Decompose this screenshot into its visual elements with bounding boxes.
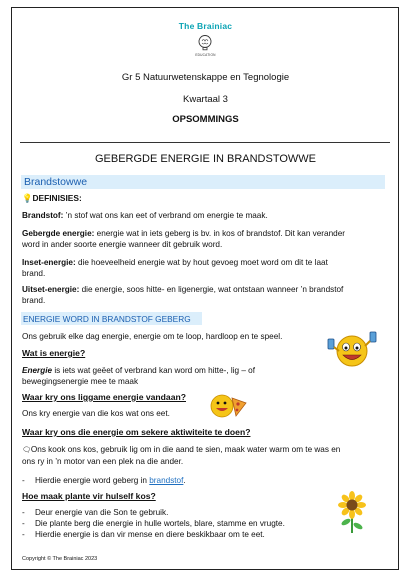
header-type: OPSOMMINGS — [172, 114, 239, 125]
header-term: Kwartaal 3 — [183, 94, 228, 105]
bullet-brandstof: Hierdie energie word geberg in brandstof. — [35, 476, 186, 485]
definition-uitset-energie: Uitset-energie: die energie, soos hitte- en ligenergie, wat ontstaan wanneer ’n brandstof brand. — [22, 285, 344, 305]
page-title: GEBERGDE ENERGIE IN BRANDSTOWWE — [94, 153, 317, 165]
brandstof-link[interactable]: brandstof — [149, 476, 184, 485]
copyright-footer: Copyright © The Brainiac 2023 — [22, 556, 98, 562]
definition-brandstof: Brandstof: ’n stof wat ons kan eet of verbrand om energie te maak. — [22, 211, 268, 220]
bullet-plante-berg: Die plante berg die energie in hulle wortels, blare, stamme en vrugte. — [35, 519, 285, 528]
bullet-marker: - — [22, 476, 25, 485]
bullet-beskikbaar: Hierdie energie is dan vir mense en diere beskikbaar om te eet. — [35, 530, 265, 539]
section-heading-brandstowwe: Brandstowwe — [24, 176, 88, 188]
definition-inset-energie: Inset-energie: die hoeveelheid energie wat by hout gevoeg moet word om dit te laat brand. — [22, 258, 328, 278]
answer-aktiwiteite: 🗨Ons kook ons kos, gebruik lig om in die aand te sien, maak water warm om te was en ons ry in ’n motor van een plek na die ander. — [22, 445, 341, 466]
definitions-heading: 💡DEFINISIES: — [22, 193, 82, 203]
brand-name: The Brainiac — [178, 21, 233, 31]
bullet-marker: - — [22, 519, 25, 528]
speech-bubble-icon: 🗨 — [22, 447, 31, 454]
question-aktiwiteite: Waar kry ons die energie om sekere aktiwiteite te doen? — [22, 427, 251, 437]
answer-wat-is-energie: Energie is iets wat geëet of verbrand kan word om hitte-, lig – of bewegingsenergie mee te maak — [22, 366, 256, 386]
question-plante-kos: Hoe maak plante vir hulself kos? — [22, 491, 156, 501]
smiley-pizza-icon — [208, 392, 248, 420]
bullet-marker: - — [22, 530, 25, 539]
brain-bulb-logo-icon — [196, 34, 214, 52]
brand-subtitle: EDUCATION — [195, 53, 216, 57]
lightbulb-icon: 💡 — [22, 193, 33, 203]
section-heading-energie-geberg: ENERGIE WORD IN BRANDSTOF GEBERG — [23, 314, 191, 324]
question-wat-is-energie: Wat is energie? — [22, 348, 86, 358]
header-grade: Gr 5 Natuurwetenskappe en Tegnologie — [121, 72, 290, 83]
intro-text: Ons gebruik elke dag energie, energie om te loop, hardloop en te speel. — [22, 332, 283, 341]
energetic-smiley-icon — [326, 329, 378, 371]
definition-gebergde-energie: Gebergde energie: energie wat in iets geberg is bv. in kos of brandstof. Dit kan verander word in ander soorte energie wanneer dit gebruik word. — [22, 229, 345, 249]
bullet-son: Deur energie van die Son te gebruik. — [35, 508, 169, 517]
bullet-marker: - — [22, 508, 25, 517]
divider — [20, 142, 390, 143]
question-liggame-energie: Waar kry ons liggame energie vandaan? — [22, 392, 186, 402]
answer-liggame-energie: Ons kry energie van die kos wat ons eet. — [22, 409, 170, 418]
sunflower-icon — [333, 490, 371, 534]
